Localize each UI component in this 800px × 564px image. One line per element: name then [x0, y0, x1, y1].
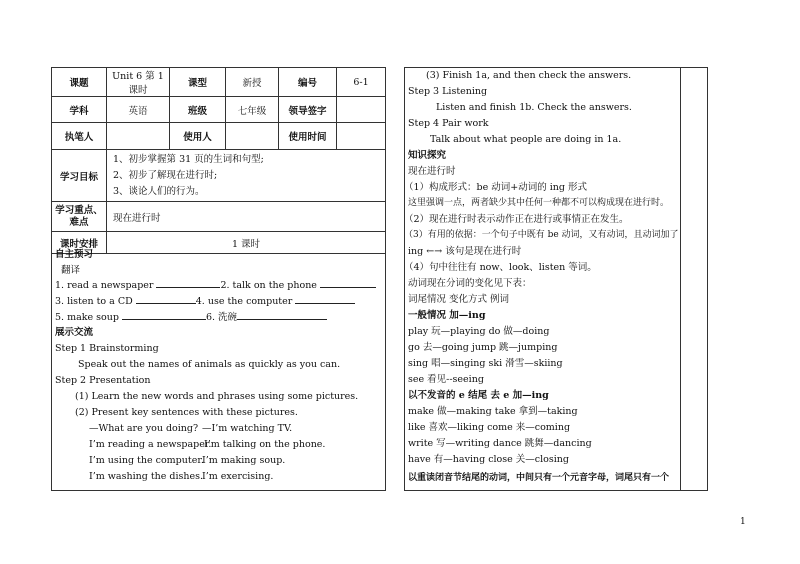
- step1-text: Speak out the names of animals as quickly as you can.: [78, 359, 341, 370]
- cell-goals-label: 学习目标: [52, 150, 107, 202]
- cell-subject-label: 学科: [52, 97, 107, 123]
- translate-label: 翻译: [61, 265, 81, 276]
- cell-sign: [337, 97, 386, 123]
- right-line-21: 以不发音的 e 结尾 去 e 加—ing: [408, 390, 549, 401]
- cell-type-label: 课型: [170, 68, 226, 97]
- right-line-14: 动词现在分词的变化见下表：: [408, 278, 532, 289]
- sentence-4a: I’m washing the dishes.: [89, 471, 204, 482]
- step2: Step 2 Presentation: [55, 375, 151, 386]
- cell-keypoints: 现在进行时: [107, 202, 386, 232]
- cell-time-label: 使用时间: [279, 123, 337, 150]
- cell-user: [226, 123, 279, 150]
- sentence-2a: I’m reading a newspaper.: [89, 439, 212, 450]
- goal-2: 2、初步了解现在进行时;: [113, 169, 218, 181]
- cell-time: [337, 123, 386, 150]
- sentence-1b: —I’m watching TV.: [202, 423, 293, 434]
- goal-3: 3、谈论人们的行为。: [113, 185, 205, 197]
- header-table: [51, 67, 386, 254]
- goal-1: 1、初步掌握第 31 页的生词和句型;: [113, 153, 264, 165]
- right-line-2: Step 3 Listening: [408, 86, 488, 97]
- right-line-15: 词尾情况 变化方式 例词: [408, 294, 510, 305]
- cell-no-label: 编号: [279, 68, 337, 97]
- cell-type: 新授: [226, 68, 279, 97]
- vocab-row-1: 1. read a newspaper 2. talk on the phone: [55, 278, 376, 292]
- right-line-19: sing 唱—singing ski 滑雪—skiing: [408, 358, 563, 369]
- right-line-11: （3）有用的依据：一个句子中既有 be 动词，又有动词，且动词加了: [404, 230, 679, 240]
- right-line-6: 知识探究: [408, 150, 447, 161]
- cell-schedule-label: 课时安排: [52, 232, 107, 254]
- right-line-18: go 去—going jump 跳—jumping: [408, 342, 558, 353]
- preview-title: 自主预习: [55, 249, 94, 260]
- right-line-17: play 玩—playing do 做—doing: [408, 326, 550, 337]
- right-line-1: (3) Finish 1a, and then check the answers.: [426, 70, 632, 81]
- cell-no: 6-1: [337, 68, 386, 97]
- right-margin-divider: [680, 67, 681, 491]
- right-line-8: （1）构成形式：be 动词+动词的 ing 形式: [404, 182, 588, 193]
- right-line-25: have 有—having close 关—closing: [408, 454, 569, 465]
- sentence-3b: I’m making soup.: [202, 455, 286, 466]
- cell-topic: Unit 6 第 1 课时: [107, 68, 170, 97]
- right-line-10: （2）现在进行时表示动作正在进行或事情正在发生。: [404, 214, 629, 225]
- right-line-7: 现在进行时: [408, 166, 456, 177]
- right-line-4: Step 4 Pair work: [408, 118, 489, 129]
- sentence-1a: —What are you doing?: [89, 423, 199, 434]
- right-line-12: ing ←→ 该句是现在进行时: [408, 246, 522, 257]
- step2-1: (1) Learn the new words and phrases using some pictures.: [75, 391, 359, 402]
- right-line-24: write 写—writing dance 跳舞—dancing: [408, 438, 592, 449]
- page-number: 1: [740, 517, 746, 527]
- cell-schedule: 1 课时: [107, 232, 386, 254]
- right-line-22: make 做—making take 拿到—taking: [408, 406, 578, 417]
- right-line-5: Talk about what people are doing in 1a.: [430, 134, 622, 145]
- step1: Step 1 Brainstorming: [55, 343, 159, 354]
- vocab-row-3: 5. make soup 6. 洗碗: [55, 310, 327, 324]
- cell-class-label: 班级: [170, 97, 226, 123]
- cell-user-label: 使用人: [170, 123, 226, 150]
- cell-keypoints-label: 学习重点、难点: [52, 202, 107, 232]
- show-title: 展示交流: [55, 327, 94, 338]
- right-line-3: Listen and finish 1b. Check the answers.: [436, 102, 632, 113]
- right-line-26: 以重读闭音节结尾的动词，中间只有一个元音字母，词尾只有一个: [408, 473, 670, 483]
- cell-sign-label: 领导签字: [279, 97, 337, 123]
- step2-2: (2) Present key sentences with these pictures.: [75, 407, 298, 418]
- cell-class: 七年级: [226, 97, 279, 123]
- right-line-23: like 喜欢—liking come 来—coming: [408, 422, 571, 433]
- cell-goals: [107, 150, 386, 202]
- sentence-3a: I’m using the computer.: [89, 455, 204, 466]
- cell-author-label: 执笔人: [52, 123, 107, 150]
- cell-topic-label: 课题: [52, 68, 107, 97]
- right-line-20: see 看见--seeing: [408, 374, 484, 385]
- sentence-2b: I’m talking on the phone.: [204, 439, 326, 450]
- right-line-9: 这里强调一点，两者缺少其中任何一种都不可以构成现在进行时。: [408, 198, 670, 208]
- right-line-16: 一般情况 加—ing: [408, 310, 486, 321]
- sentence-4b: I’m exercising.: [202, 471, 274, 482]
- cell-author: [107, 123, 170, 150]
- cell-subject: 英语: [107, 97, 170, 123]
- vocab-row-2: 3. listen to a CD 4. use the computer: [55, 294, 355, 308]
- right-line-13: （4）句中往往有 now、look、listen 等词。: [404, 262, 597, 273]
